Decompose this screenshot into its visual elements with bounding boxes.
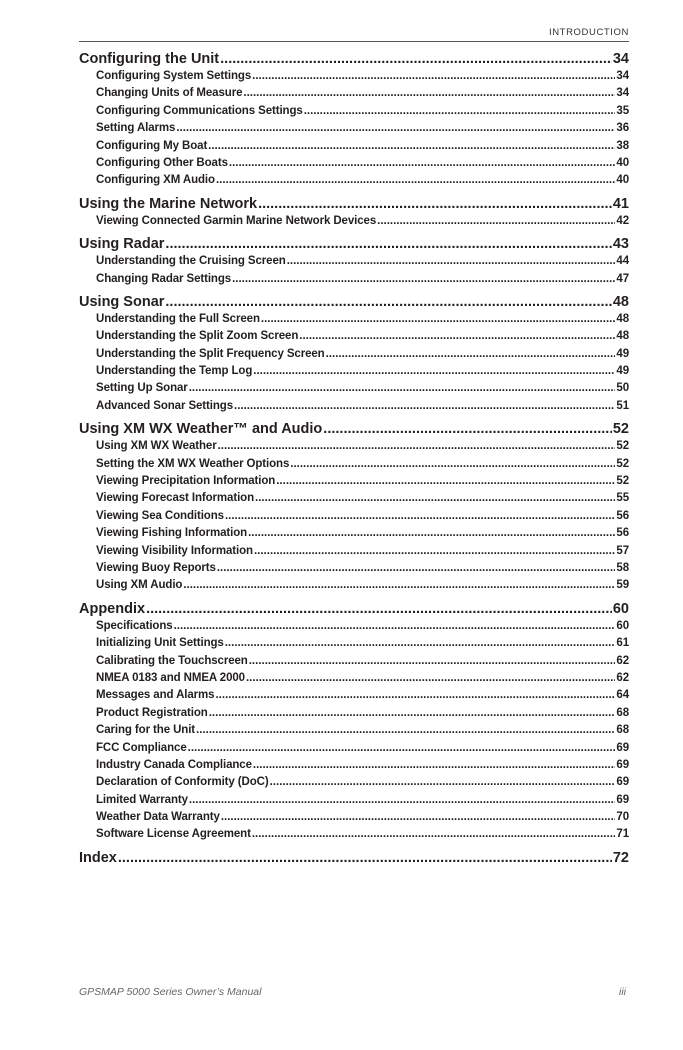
dot-leader: [189, 792, 616, 809]
dot-leader: [215, 687, 615, 704]
toc-entry-page: 64: [616, 689, 629, 702]
toc-entry-title: NMEA 0183 and NMEA 2000: [96, 671, 245, 684]
toc-entry-title: Weather Data Warranty: [96, 811, 220, 824]
toc-heading[interactable]: [79, 235, 629, 253]
dot-leader: [118, 849, 612, 867]
dot-leader: [377, 213, 615, 230]
toc-entry-title: Configuring Other Boats: [96, 156, 228, 169]
toc-entry-page: 50: [616, 382, 629, 395]
dot-leader: [252, 68, 615, 85]
toc-entry-title: Understanding the Temp Log: [96, 365, 253, 378]
toc-heading-page: 41: [612, 195, 629, 212]
toc-entry[interactable]: [79, 670, 629, 687]
toc-entry[interactable]: [79, 774, 629, 791]
toc-heading[interactable]: [79, 50, 629, 68]
toc-entry[interactable]: [79, 253, 629, 270]
toc-entry-page: 52: [616, 475, 629, 488]
toc-entry[interactable]: [79, 271, 629, 288]
toc-heading-title: Configuring the Unit: [79, 51, 220, 67]
toc-entry-title: Viewing Connected Garmin Marine Network Devices: [96, 214, 377, 227]
toc-entry-title: Declaration of Conformity (DoC): [96, 776, 269, 789]
toc-heading[interactable]: [79, 849, 629, 867]
toc-entry[interactable]: [79, 757, 629, 774]
toc-entry-title: Viewing Buoy Reports: [96, 561, 216, 574]
dot-leader: [252, 826, 616, 843]
toc-entry[interactable]: [79, 346, 629, 363]
toc-entry-page: 48: [616, 330, 629, 343]
dot-leader: [249, 653, 616, 670]
toc-entry-title: Viewing Sea Conditions: [96, 509, 224, 522]
toc-entry-title: Initializing Unit Settings: [96, 637, 224, 650]
toc-entry[interactable]: [79, 398, 629, 415]
table-of-contents: [79, 50, 629, 867]
toc-entry-title: Messages and Alarms: [96, 689, 215, 702]
toc-entry-page: 49: [616, 347, 629, 360]
dot-leader: [299, 328, 615, 345]
toc-entry[interactable]: [79, 809, 629, 826]
dot-leader: [287, 253, 616, 270]
toc-entry-page: 69: [616, 793, 629, 806]
toc-entry-title: Calibrating the Touchscreen: [96, 654, 248, 667]
toc-entry[interactable]: [79, 380, 629, 397]
toc-entry[interactable]: [79, 635, 629, 652]
toc-entry-page: 69: [616, 741, 629, 754]
toc-entry-title: Setting Alarms: [96, 122, 176, 135]
toc-entry[interactable]: [79, 328, 629, 345]
toc-entry[interactable]: [79, 543, 629, 560]
toc-heading-page: 60: [612, 600, 629, 617]
toc-heading-title: Using Radar: [79, 236, 165, 253]
toc-heading-title: Using XM WX Weather™ and Audio: [79, 421, 323, 438]
dot-leader: [261, 311, 616, 328]
dot-leader: [220, 50, 612, 68]
toc-entry-page: 71: [616, 828, 629, 841]
toc-entry-page: 59: [616, 579, 629, 592]
toc-entry-page: 52: [616, 440, 629, 453]
toc-entry-page: 35: [616, 104, 629, 117]
dot-leader: [165, 293, 611, 311]
toc-entry[interactable]: [79, 740, 629, 757]
toc-entry[interactable]: [79, 213, 629, 230]
dot-leader: [209, 705, 616, 722]
toc-entry[interactable]: [79, 456, 629, 473]
toc-section: [79, 235, 629, 288]
toc-entry-title: Viewing Precipitation Information: [96, 475, 276, 488]
toc-heading-title: Appendix: [79, 600, 146, 617]
toc-entry-page: 62: [616, 654, 629, 667]
dot-leader: [246, 670, 615, 687]
toc-entry-page: 52: [616, 457, 629, 470]
dot-leader: [217, 560, 616, 577]
toc-entry-title: Understanding the Split Frequency Screen: [96, 347, 325, 360]
toc-entry-page: 69: [616, 776, 629, 789]
toc-entry-title: Configuring My Boat: [96, 139, 208, 152]
toc-entry-title: Configuring System Settings: [96, 70, 252, 82]
toc-entry-title: Setting Up Sonar: [96, 382, 188, 395]
toc-heading-page: 34: [612, 51, 629, 67]
toc-entry-title: Software License Agreement: [96, 828, 251, 841]
dot-leader: [243, 85, 615, 102]
toc-entry-page: 40: [616, 174, 629, 187]
dot-leader: [189, 380, 616, 397]
toc-heading[interactable]: [79, 600, 629, 618]
toc-entry-title: Using XM Audio: [96, 579, 183, 592]
dot-leader: [270, 774, 616, 791]
toc-heading-page: 52: [612, 421, 629, 438]
toc-entry[interactable]: [79, 68, 629, 85]
toc-entry-page: 56: [616, 509, 629, 522]
toc-entry-page: 44: [616, 255, 629, 268]
dot-leader: [196, 722, 615, 739]
toc-entry-title: Configuring Communications Settings: [96, 104, 303, 117]
toc-entry-page: 61: [616, 637, 629, 650]
toc-entry-title: Viewing Forecast Information: [96, 492, 255, 505]
toc-entry[interactable]: [79, 618, 629, 635]
toc-entry-page: 49: [616, 365, 629, 378]
dot-leader: [221, 809, 616, 826]
toc-entry[interactable]: [79, 705, 629, 722]
toc-heading[interactable]: [79, 293, 629, 311]
dot-leader: [232, 271, 615, 288]
toc-section: [79, 293, 629, 415]
toc-entry-page: 55: [616, 492, 629, 505]
toc-entry[interactable]: [79, 172, 629, 189]
dot-leader: [174, 618, 616, 635]
toc-entry-title: Changing Radar Settings: [96, 272, 232, 285]
toc-entry-title: Setting the XM WX Weather Options: [96, 457, 290, 470]
toc-heading-title: Index: [79, 849, 117, 866]
toc-entry-page: 68: [616, 724, 629, 737]
toc-entry-title: FCC Compliance: [96, 741, 187, 754]
toc-section: [79, 600, 629, 844]
dot-leader: [253, 363, 615, 380]
toc-entry[interactable]: [79, 792, 629, 809]
toc-entry[interactable]: [79, 577, 629, 594]
dot-leader: [183, 577, 615, 594]
toc-entry-page: 56: [616, 527, 629, 540]
footer-manual-title: GPSMAP 5000 Series Owner’s Manual: [79, 986, 262, 998]
toc-entry-title: Limited Warranty: [96, 793, 188, 806]
dot-leader: [165, 235, 611, 253]
toc-entry-title: Caring for the Unit: [96, 724, 196, 737]
toc-heading-title: Using the Marine Network: [79, 195, 258, 212]
toc-entry[interactable]: [79, 490, 629, 507]
toc-entry-title: Understanding the Full Screen: [96, 312, 260, 325]
toc-entry-title: Understanding the Split Zoom Screen: [96, 330, 299, 343]
toc-entry[interactable]: [79, 120, 629, 137]
toc-entry-page: 51: [616, 399, 629, 412]
toc-entry[interactable]: [79, 155, 629, 172]
toc-entry[interactable]: [79, 826, 629, 843]
toc-heading[interactable]: [79, 195, 629, 213]
dot-leader: [229, 155, 616, 172]
toc-heading[interactable]: [79, 420, 629, 438]
dot-leader: [188, 740, 616, 757]
toc-section: [79, 195, 629, 230]
toc-entry[interactable]: [79, 525, 629, 542]
dot-leader: [176, 120, 615, 137]
toc-entry-title: Product Registration: [96, 706, 208, 719]
toc-heading-title: Using Sonar: [79, 293, 165, 310]
toc-entry-title: Industry Canada Compliance: [96, 758, 252, 771]
toc-entry-page: 58: [616, 561, 629, 574]
dot-leader: [225, 635, 616, 652]
toc-entry-title: Viewing Fishing Information: [96, 527, 248, 540]
dot-leader: [326, 346, 616, 363]
toc-entry-page: 36: [616, 122, 629, 135]
toc-section: [79, 50, 629, 190]
toc-heading-page: 72: [612, 849, 629, 866]
toc-entry[interactable]: [79, 508, 629, 525]
toc-entry[interactable]: [79, 473, 629, 490]
toc-entry[interactable]: [79, 438, 629, 455]
toc-entry-page: 42: [616, 214, 629, 227]
toc-entry[interactable]: [79, 311, 629, 328]
dot-leader: [304, 103, 616, 120]
toc-entry-page: 70: [616, 811, 629, 824]
dot-leader: [254, 543, 615, 560]
toc-entry-page: 40: [616, 156, 629, 169]
running-header: INTRODUCTION: [548, 27, 629, 38]
toc-entry-page: 60: [616, 619, 629, 632]
toc-entry-title: Understanding the Cruising Screen: [96, 255, 286, 268]
toc-heading-page: 48: [612, 293, 629, 310]
dot-leader: [208, 138, 615, 155]
toc-entry[interactable]: [79, 85, 629, 102]
toc-entry[interactable]: [79, 363, 629, 380]
toc-entry-page: 57: [616, 544, 629, 557]
dot-leader: [225, 508, 615, 525]
toc-entry-page: 68: [616, 706, 629, 719]
toc-entry-page: 69: [616, 758, 629, 771]
toc-heading-page: 43: [612, 236, 629, 253]
dot-leader: [248, 525, 615, 542]
toc-entry-page: 34: [616, 70, 629, 82]
toc-entry-page: 34: [616, 87, 629, 100]
toc-entry-page: 47: [616, 272, 629, 285]
dot-leader: [290, 456, 615, 473]
toc-entry-title: Advanced Sonar Settings: [96, 399, 234, 412]
dot-leader: [276, 473, 615, 490]
toc-section: [79, 420, 629, 595]
toc-entry-title: Changing Units of Measure: [96, 87, 243, 100]
toc-section: [79, 849, 629, 867]
footer-page-number: iii: [619, 986, 626, 998]
toc-entry-title: Specifications: [96, 619, 173, 632]
header-rule: [79, 41, 629, 42]
toc-entry-title: Configuring XM Audio: [96, 174, 215, 187]
toc-entry-title: Using XM WX Weather: [96, 440, 217, 453]
dot-leader: [218, 438, 616, 455]
dot-leader: [216, 172, 615, 189]
toc-entry-title: Viewing Visibility Information: [96, 544, 253, 557]
toc-entry[interactable]: [79, 687, 629, 704]
toc-entry-page: 48: [616, 312, 629, 325]
dot-leader: [146, 600, 612, 618]
toc-entry-page: 38: [616, 139, 629, 152]
dot-leader: [234, 398, 615, 415]
dot-leader: [253, 757, 616, 774]
dot-leader: [323, 420, 612, 438]
dot-leader: [258, 195, 612, 213]
toc-entry-page: 62: [616, 671, 629, 684]
toc-entry[interactable]: [79, 653, 629, 670]
toc-entry[interactable]: [79, 138, 629, 155]
dot-leader: [255, 490, 615, 507]
toc-entry[interactable]: [79, 103, 629, 120]
toc-entry[interactable]: [79, 722, 629, 739]
toc-entry[interactable]: [79, 560, 629, 577]
